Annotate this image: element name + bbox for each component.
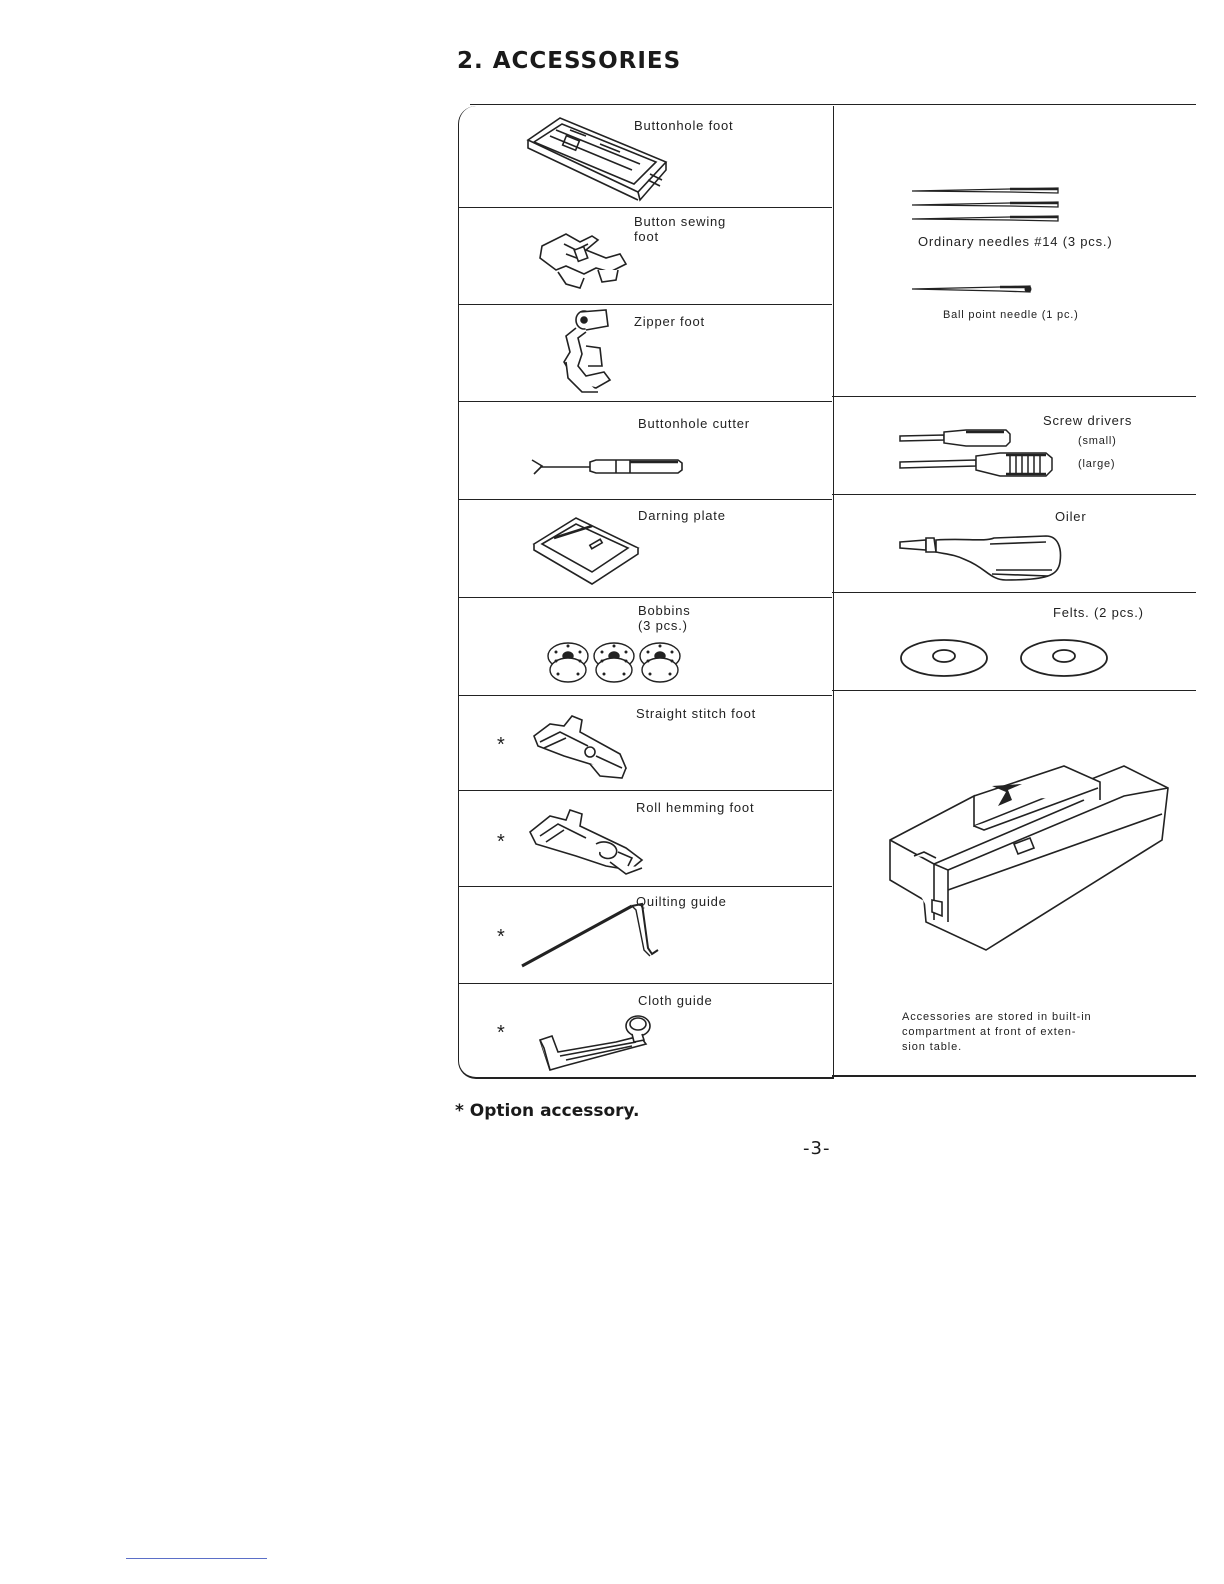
felts-label: Felts. (2 pcs.): [1053, 605, 1144, 620]
row-divider: [832, 592, 1196, 593]
page-number: -3-: [803, 1138, 831, 1159]
option-marker: *: [497, 734, 505, 756]
option-accessory-note: * Option accessory.: [455, 1101, 640, 1121]
bobbins-label: Bobbins (3 pcs.): [638, 603, 691, 633]
button-sewing-foot-icon: [536, 224, 632, 294]
option-marker: *: [497, 831, 505, 853]
felts-icon: [898, 634, 1118, 682]
oiler-label: Oiler: [1055, 509, 1087, 524]
screwdrivers-label: Screw drivers: [1043, 413, 1133, 428]
oiler-icon: [896, 524, 1066, 584]
row-divider: [459, 499, 832, 500]
row-divider: [459, 401, 832, 402]
bobbins-icon: [546, 640, 690, 686]
option-marker: *: [497, 1022, 505, 1044]
storage-compartment-icon: [884, 760, 1178, 956]
page-title: 2. ACCESSORIES: [457, 48, 682, 74]
buttonhole-cutter-label: Buttonhole cutter: [638, 416, 750, 431]
ordinary-needles-icon: [910, 183, 1064, 223]
screwdriver-small-label: (small): [1078, 435, 1117, 447]
row-divider: [459, 304, 832, 305]
cloth-guide-label: Cloth guide: [638, 993, 713, 1008]
zipper-foot-icon: [556, 306, 622, 398]
row-divider: [459, 695, 832, 696]
button-sewing-foot-label: Button sewing foot: [634, 214, 727, 244]
zipper-foot-label: Zipper foot: [634, 314, 705, 329]
buttonhole-foot-icon: [520, 110, 670, 202]
cloth-guide-icon: [536, 1012, 656, 1074]
scan-artifact-line: [126, 1558, 267, 1559]
table-bottom-border: [832, 1075, 1196, 1077]
option-marker: *: [497, 926, 505, 948]
table-top-border: [470, 104, 1196, 105]
quilting-guide-label: Quilting guide: [636, 894, 727, 909]
roll-hemming-foot-label: Roll hemming foot: [636, 800, 755, 815]
ball-point-needle-icon: [910, 282, 1036, 296]
roll-hemming-foot-icon: [526, 808, 646, 878]
ball-point-needle-label: Ball point needle (1 pc.): [943, 309, 1079, 321]
straight-stitch-foot-label: Straight stitch foot: [636, 706, 757, 721]
row-divider: [459, 597, 832, 598]
row-divider: [459, 983, 832, 984]
row-divider: [459, 207, 832, 208]
row-divider: [832, 396, 1196, 397]
row-divider: [832, 690, 1196, 691]
screwdriver-large-label: (large): [1078, 458, 1116, 470]
darning-plate-label: Darning plate: [638, 508, 726, 523]
straight-stitch-foot-icon: [530, 712, 630, 782]
buttonhole-foot-label: Buttonhole foot: [634, 118, 734, 133]
row-divider: [459, 790, 832, 791]
screwdrivers-icon: [896, 426, 1056, 486]
darning-plate-icon: [530, 514, 642, 588]
row-divider: [832, 494, 1196, 495]
buttonhole-cutter-icon: [530, 454, 686, 482]
row-divider: [459, 886, 832, 887]
ordinary-needles-label: Ordinary needles #14 (3 pcs.): [918, 234, 1113, 249]
storage-note: Accessories are stored in built-in compartment at front of exten- sion table.: [902, 1011, 1092, 1053]
quilting-guide-icon: [518, 900, 666, 972]
